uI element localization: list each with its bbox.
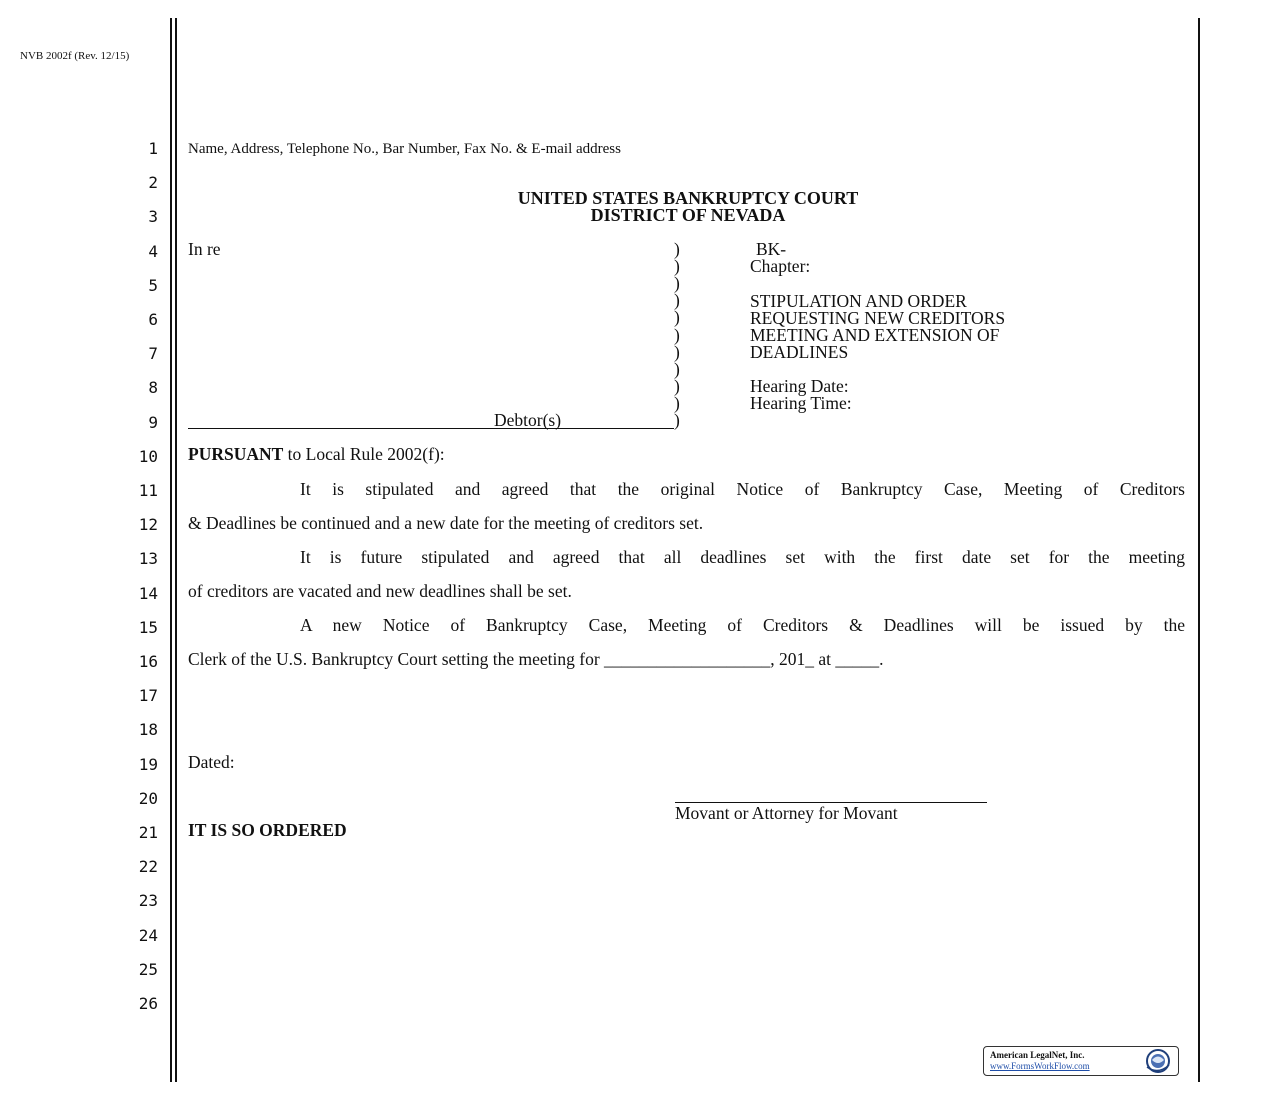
document-title-line-3: MEETING AND EXTENSION OF	[750, 325, 1000, 345]
line-number: 9	[148, 412, 158, 432]
line-number: 2	[148, 173, 158, 193]
pursuant-rest: to Local Rule 2002(f):	[283, 444, 445, 464]
caption-paren: )	[674, 239, 680, 259]
caption-paren: )	[674, 358, 680, 379]
line-number: 18	[138, 720, 158, 740]
paragraph-1-line-2: & Deadlines be continued and a new date for the meeting of creditors set.	[188, 513, 704, 533]
court-district: DISTRICT OF NEVADA	[590, 205, 786, 225]
court-name: UNITED STATES BANKRUPTCY COURT	[517, 188, 859, 208]
globe-icon	[1141, 1048, 1175, 1074]
line-number: 15	[138, 617, 158, 637]
case-number-label: BK-	[756, 239, 787, 259]
caption-paren: )	[674, 341, 680, 362]
line-number: 10	[138, 446, 158, 466]
line-number: 13	[138, 549, 158, 569]
dated-label: Dated:	[188, 752, 235, 772]
right-margin-rule	[1198, 18, 1200, 1082]
document-title-line-2: REQUESTING NEW CREDITORS	[750, 308, 1006, 328]
left-margin-rule-inner	[175, 18, 177, 1082]
pursuant-bold: PURSUANT	[188, 444, 284, 464]
line-number: 8	[148, 378, 158, 398]
line-number: 6	[148, 310, 158, 329]
line-number: 1	[148, 139, 158, 158]
logo-company: American LegalNet, Inc.	[990, 1050, 1085, 1060]
caption-paren: )	[674, 324, 680, 345]
caption-paren: )	[674, 256, 680, 277]
line-number: 11	[138, 481, 158, 500]
line-number: 24	[138, 925, 158, 945]
paragraph-2-line-1: It is future stipulated and agreed that all deadlines set with the first date set for the meeting	[300, 547, 1185, 567]
line-number: 25	[138, 959, 158, 979]
paragraph-1-line-1: It is stipulated and agreed that the original Notice of Bankruptcy Case, Meeting of Creditors	[300, 479, 1185, 499]
form-id: NVB 2002f (Rev. 12/15)	[20, 50, 130, 62]
chapter-label: Chapter:	[750, 256, 811, 276]
line-number: 7	[148, 344, 158, 364]
movant-label: Movant or Attorney for Movant	[675, 803, 898, 823]
line-number: 16	[138, 652, 158, 671]
debtor-underline	[188, 428, 674, 429]
document-title-line-1: STIPULATION AND ORDER	[750, 291, 967, 311]
line-number: 23	[138, 891, 158, 911]
paragraph-2-line-2: of creditors are vacated and new deadlines shall be set.	[188, 581, 572, 601]
in-re-label: In re	[188, 239, 221, 259]
pursuant-line	[188, 444, 1185, 464]
logo-url[interactable]: www.FormsWorkFlow.com	[990, 1061, 1090, 1071]
line-number: 22	[138, 857, 158, 877]
legalnet-logo	[983, 1046, 1179, 1076]
caption-paren: )	[674, 375, 680, 396]
attorney-info-label: Name, Address, Telephone No., Bar Number, Fax No. & E-mail address	[188, 141, 621, 157]
line-number: 20	[138, 788, 158, 808]
line-number: 5	[148, 275, 158, 295]
line-number: 17	[138, 686, 158, 706]
caption-paren: )	[674, 307, 680, 328]
line-number: 19	[138, 754, 158, 774]
line-number: 26	[138, 994, 158, 1013]
line-number: 12	[138, 515, 158, 535]
order-label: IT IS SO ORDERED	[188, 820, 347, 840]
line-number: 14	[138, 583, 158, 603]
hearing-time-label: Hearing Time:	[750, 393, 852, 413]
line-number: 4	[148, 241, 158, 261]
line-number: 3	[148, 207, 158, 227]
line-number: 21	[138, 823, 158, 842]
left-margin-rule-outer	[170, 18, 172, 1082]
caption-paren: )	[674, 273, 680, 294]
paragraph-3-line-2: Clerk of the U.S. Bankruptcy Court setting the meeting for ___________________, 201_ at _____.	[188, 649, 884, 669]
caption-paren: )	[674, 410, 680, 430]
caption-paren: )	[674, 290, 680, 311]
hearing-date-label: Hearing Date:	[750, 376, 849, 396]
debtor-label: Debtor(s)	[494, 410, 562, 430]
paragraph-3-line-1: A new Notice of Bankruptcy Case, Meeting of Creditors & Deadlines will be issued by the	[300, 615, 1185, 635]
document-title-line-4: DEADLINES	[750, 342, 849, 362]
caption-paren: )	[674, 392, 680, 413]
